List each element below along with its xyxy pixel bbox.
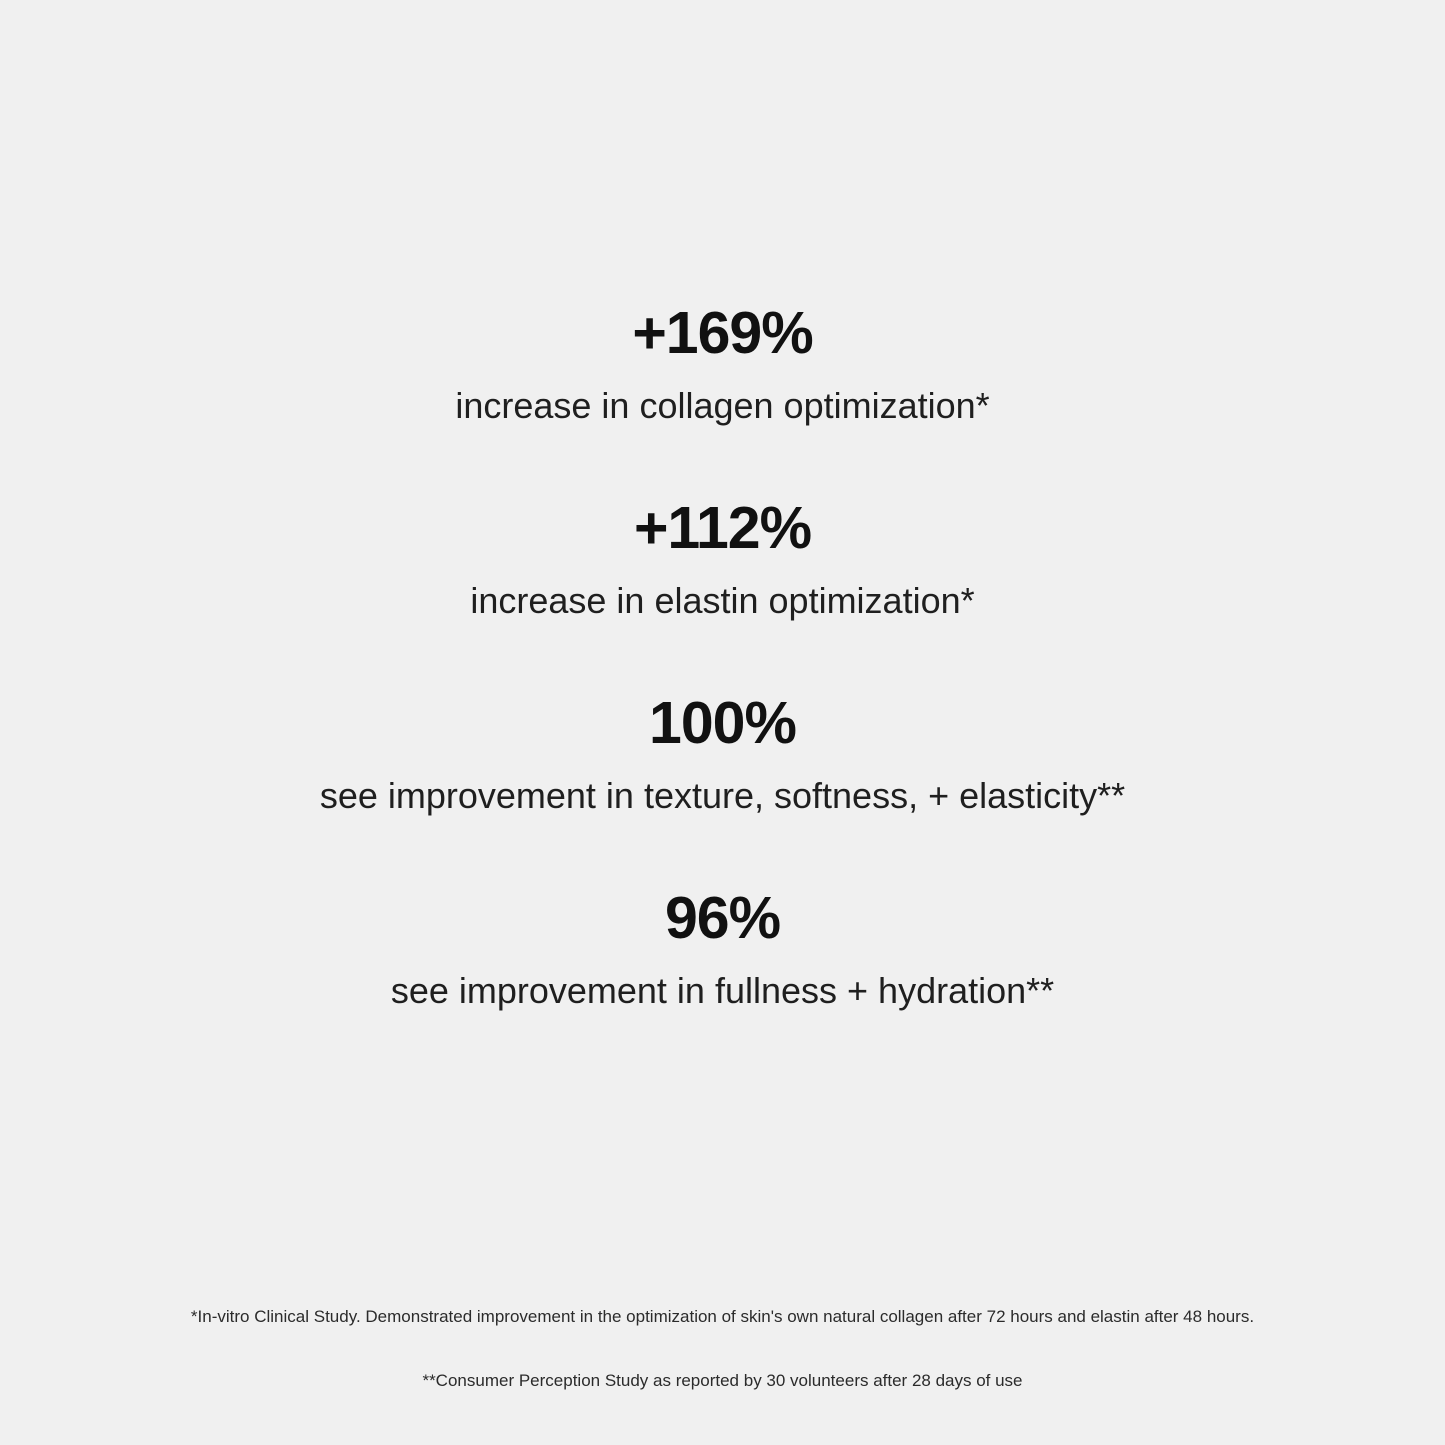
footnote-consumer-study: **Consumer Perception Study as reported by 30 volunteers after 28 days of use bbox=[422, 1371, 1023, 1391]
stat-item bbox=[0, 495, 1445, 622]
stat-item bbox=[0, 300, 1445, 427]
footnotes bbox=[0, 1305, 1445, 1393]
stat-item bbox=[0, 885, 1445, 1012]
stat-item bbox=[0, 690, 1445, 817]
stat-label: see improvement in fullness + hydration** bbox=[390, 969, 1055, 1011]
footnote-clinical-study: *In-vitro Clinical Study. Demonstrated improvement in the optimization of skin's own natural collagen after 72 hours and elastin after 48 hours. bbox=[190, 1307, 1255, 1327]
stat-label: see improvement in texture, softness, + elasticity** bbox=[319, 774, 1126, 816]
stats-list bbox=[0, 300, 1445, 1012]
stat-value: 96% bbox=[664, 885, 781, 952]
stat-label: increase in elastin optimization* bbox=[470, 579, 975, 621]
stat-value: 100% bbox=[649, 690, 796, 757]
stat-value: +112% bbox=[633, 495, 812, 562]
stat-value: +169% bbox=[632, 300, 813, 366]
stat-label: increase in collagen optimization* bbox=[455, 384, 990, 426]
